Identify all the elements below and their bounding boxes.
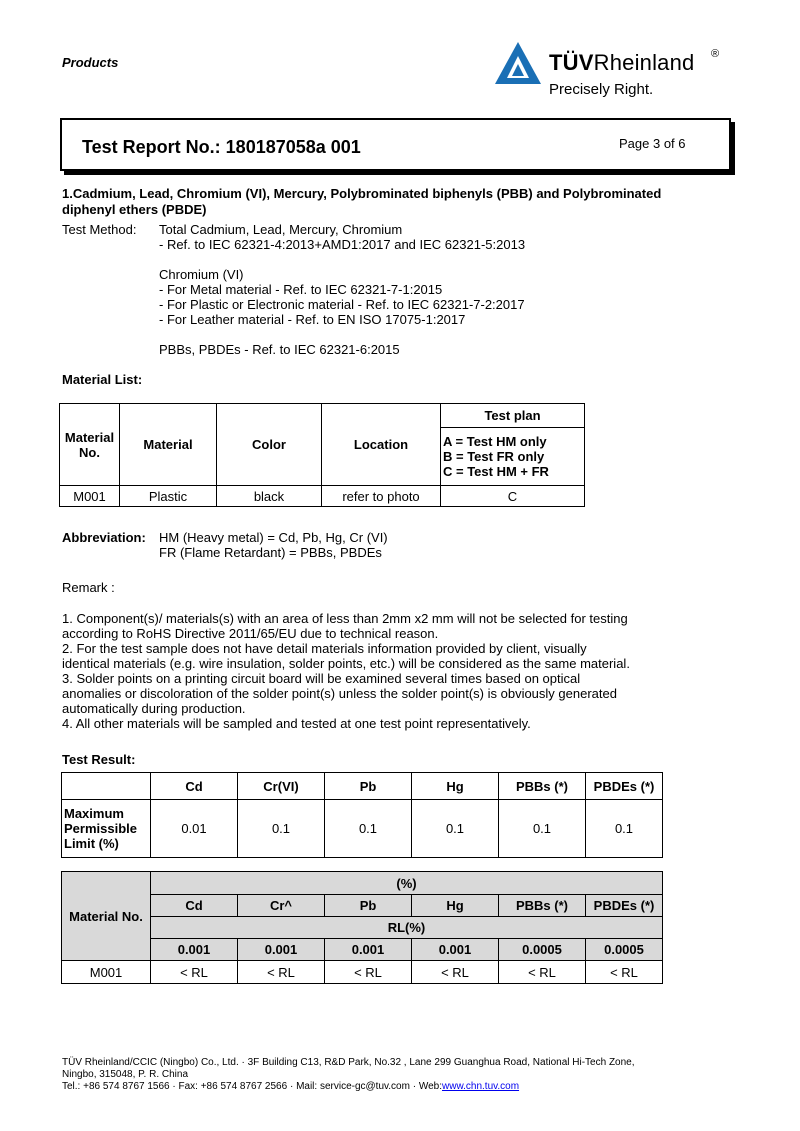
test-method-line: Total Cadmium, Lead, Mercury, Chromium: [159, 222, 403, 237]
col-cr: Cr(VI): [238, 773, 325, 800]
results-table: [61, 871, 663, 984]
result-value: < RL: [586, 961, 663, 984]
rl-value: 0.001: [412, 939, 499, 961]
test-method-label: Test Method:: [62, 222, 137, 237]
cell-plan: C: [441, 486, 585, 507]
test-result-title: Test Result:: [62, 752, 136, 767]
rl-value: 0.001: [151, 939, 238, 961]
test-method-lines: [159, 222, 525, 357]
abbreviation-line1: HM (Heavy metal) = Cd, Pb, Hg, Cr (VI): [159, 530, 388, 545]
abbreviation-block: [62, 530, 388, 560]
result-value: < RL: [151, 961, 238, 984]
logo-tagline: Precisely Right.: [549, 81, 654, 98]
remark-line: 2. For the test sample does not have detail materials information provided by client, visually: [62, 641, 587, 656]
remark-line: identical materials (e.g. wire insulation, solder points, etc.) will be considered as the same material.: [62, 656, 630, 671]
products-label: Products: [62, 55, 119, 70]
rl-value: 0.001: [325, 939, 412, 961]
table-row: [62, 961, 663, 984]
header-material-no: Material No.: [62, 872, 151, 961]
test-method-line: - For Plastic or Electronic material - Ref. to IEC 62321-7-2:2017: [159, 297, 525, 312]
logo-brand: TÜVRheinland: [549, 50, 695, 75]
col-cr: Cr^: [238, 895, 325, 917]
col-hg: Hg: [412, 773, 499, 800]
footer-line1: TÜV Rheinland/CCIC (Ningbo) Co., Ltd. · 3F Building C13, R&D Park, No.32 , Lane 299 Guanghua Road, National Hi-Tech Zone,: [62, 1057, 635, 1068]
col-hg: Hg: [412, 895, 499, 917]
col-pbdes: PBDEs (*): [586, 773, 663, 800]
test-plan-legend: [441, 428, 585, 486]
cell-color: black: [217, 486, 322, 507]
remark-title: Remark :: [62, 580, 115, 595]
empty-header: [62, 773, 151, 800]
plan-c: C = Test HM + FR: [443, 464, 549, 479]
result-value: < RL: [412, 961, 499, 984]
limit-label-line: Maximum: [64, 806, 124, 821]
rl-value: 0.001: [238, 939, 325, 961]
col-pb: Pb: [325, 895, 412, 917]
test-method-line: Chromium (VI): [159, 267, 244, 282]
remark-line: according to RoHS Directive 2011/65/EU due to technical reason.: [62, 626, 439, 641]
header-material: Material: [120, 404, 217, 486]
header-location: Location: [322, 404, 441, 486]
cell-no: M001: [62, 961, 151, 984]
cell-location: refer to photo: [322, 486, 441, 507]
result-value: < RL: [325, 961, 412, 984]
footer-line3: [62, 1081, 742, 1093]
result-value: < RL: [499, 961, 586, 984]
limit-value: 0.1: [238, 800, 325, 858]
col-cd: Cd: [151, 895, 238, 917]
limit-label-line: Limit (%): [64, 836, 119, 851]
footer-contact: Tel.: +86 574 8767 1566 · Fax: +86 574 8767 2566 · Mail: service-gc@tuv.com · Web:: [62, 1081, 442, 1092]
col-pbbs: PBBs (*): [499, 895, 586, 917]
tuv-rheinland-logo: [493, 40, 733, 104]
col-pbbs: PBBs (*): [499, 773, 586, 800]
remark-line: 1. Component(s)/ materials(s) with an area of less than 2mm x2 mm will not be selected for testing: [62, 611, 628, 626]
remark-line: 3. Solder points on a printing circuit board will be examined several times based on optical: [62, 671, 581, 686]
col-pbdes: PBDEs (*): [586, 895, 663, 917]
plan-b: B = Test FR only: [443, 449, 545, 464]
test-method-line: PBBs, PBDEs - Ref. to IEC 62321-6:2015: [159, 342, 400, 357]
cell-no: M001: [60, 486, 120, 507]
test-method-line: - Ref. to IEC 62321-4:2013+AMD1:2017 and IEC 62321-5:2013: [159, 237, 526, 252]
limit-value: 0.1: [499, 800, 586, 858]
test-method-line: - For Leather material - Ref. to EN ISO 17075-1:2017: [159, 312, 466, 327]
page-number: Page 3 of 6: [619, 136, 686, 151]
limit-label: [62, 800, 151, 858]
material-list-table: [59, 403, 585, 507]
abbreviation-line2: FR (Flame Retardant) = PBBs, PBDEs: [159, 545, 382, 560]
header-color: Color: [217, 404, 322, 486]
table-row: [60, 486, 585, 507]
col-pb: Pb: [325, 773, 412, 800]
website-link[interactable]: www.chn.tuv.com: [442, 1081, 520, 1092]
header-unit: (%): [151, 872, 663, 895]
section-title: 1.Cadmium, Lead, Chromium (VI), Mercury, Polybrominated biphenyls (PBB) and Polybrominated diphenyl ethers (PBDE): [62, 186, 662, 217]
header-test-plan: Test plan: [441, 404, 585, 428]
rl-value: 0.0005: [586, 939, 663, 961]
plan-a: A = Test HM only: [443, 434, 547, 449]
registered-mark: ®: [711, 48, 720, 60]
table-row: [62, 800, 663, 858]
abbreviation-label: Abbreviation:: [62, 530, 146, 545]
limit-value: 0.1: [325, 800, 412, 858]
limit-value: 0.1: [586, 800, 663, 858]
limits-table: [61, 772, 663, 858]
triangle-logo-icon: [493, 40, 543, 86]
rl-value: 0.0005: [499, 939, 586, 961]
report-title: Test Report No.: 180187058a 001: [82, 137, 361, 157]
footer: [62, 1057, 742, 1093]
test-method-line: [159, 252, 525, 267]
header-rl: RL(%): [151, 917, 663, 939]
remark-line: automatically during production.: [62, 701, 246, 716]
test-method-line: [159, 327, 525, 342]
remark-line: 4. All other materials will be sampled and tested at one test point representatively.: [62, 716, 531, 731]
cell-material: Plastic: [120, 486, 217, 507]
material-list-title: Material List:: [62, 372, 143, 387]
remark-notes: [62, 611, 702, 731]
result-value: < RL: [238, 961, 325, 984]
limit-value: 0.01: [151, 800, 238, 858]
remark-line: anomalies or discoloration of the solder point(s) unless the solder point(s) is obviously generated: [62, 686, 617, 701]
header-material-no: Material No.: [60, 404, 120, 486]
col-cd: Cd: [151, 773, 238, 800]
footer-line2: Ningbo, 315048, P. R. China: [62, 1069, 189, 1080]
limit-label-line: Permissible: [64, 821, 137, 836]
report-header-box: [60, 118, 731, 171]
limit-value: 0.1: [412, 800, 499, 858]
test-method-line: - For Metal material - Ref. to IEC 62321-7-1:2015: [159, 282, 443, 297]
